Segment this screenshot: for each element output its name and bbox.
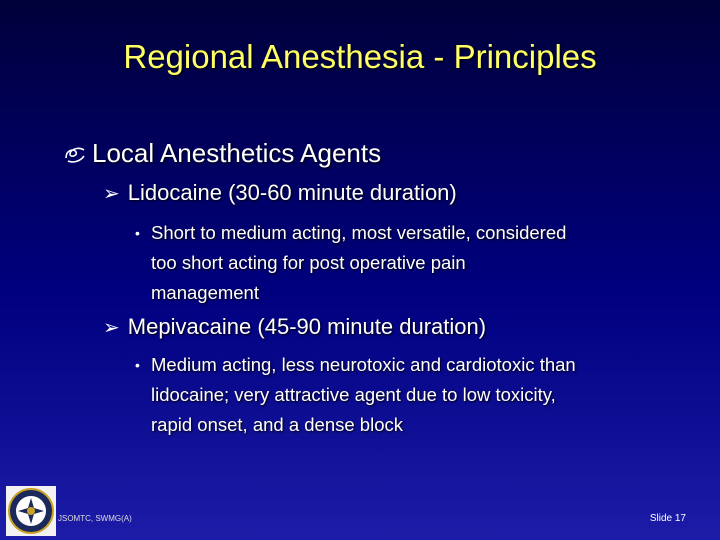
item-mepivacaine: [103, 314, 486, 340]
slide-number: Slide 17: [649, 513, 686, 524]
item-lidocaine-detail: [135, 218, 665, 308]
detail-line: rapid onset, and a dense block: [151, 414, 403, 435]
dot-bullet-icon: •: [135, 357, 140, 373]
scroll-bullet-icon: [64, 144, 86, 164]
detail-line: management: [151, 282, 259, 303]
slide-title: Regional Anesthesia - Principles: [123, 38, 597, 75]
item-heading: Lidocaine (30-60 minute duration): [127, 180, 457, 205]
item-mepivacaine-detail: [135, 350, 665, 440]
detail-line: lidocaine; very attractive agent due to low toxicity,: [151, 384, 556, 405]
bullet-local-anesthetics: [64, 138, 381, 169]
bullet-text: Local Anesthetics Agents: [92, 138, 382, 168]
organization-seal-icon: [6, 486, 56, 536]
detail-line: too short acting for post operative pain: [151, 252, 466, 273]
detail-line: Medium acting, less neurotoxic and cardiotoxic than: [151, 354, 576, 375]
item-heading: Mepivacaine (45-90 minute duration): [127, 314, 487, 339]
dot-bullet-icon: •: [135, 225, 140, 241]
detail-line: Short to medium acting, most versatile, considered: [151, 222, 567, 243]
item-lidocaine: [103, 180, 457, 206]
arrow-bullet-icon: ➢: [103, 183, 120, 205]
footer-organization: JSOMTC, SWMG(A): [58, 514, 132, 523]
arrow-bullet-icon: ➢: [103, 317, 120, 339]
